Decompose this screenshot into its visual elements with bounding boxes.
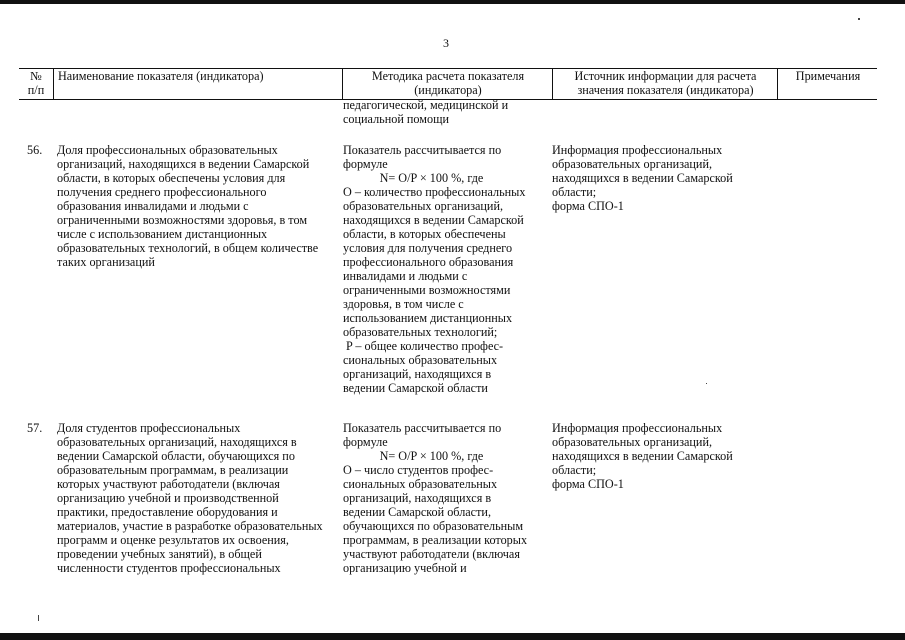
row-source-line: Информация профессиональных [552, 143, 723, 157]
row-source-line: Информация профессиональных [552, 421, 723, 435]
row-method-line: образовательных организаций, [343, 199, 504, 213]
row-name-line: Доля студентов профессиональных [57, 421, 241, 435]
row-method-line: ведении Самарской области, [343, 505, 491, 519]
row-method-line: формуле [343, 435, 388, 449]
header-name [53, 69, 343, 99]
row-source-line: области; [552, 463, 597, 477]
row-method-line: Показатель рассчитывается по [343, 421, 502, 435]
row-method-line: Показатель рассчитывается по [343, 143, 502, 157]
row-name-line: образовательных технологий, в общем количестве [57, 241, 319, 255]
row-name-line: организацию учебной и производственной [57, 491, 279, 505]
scan-speck [858, 18, 860, 20]
row-method-line: N= O/P × 100 %, где [343, 449, 484, 463]
row-name-line: ведении Самарской области, обучающихся по [57, 449, 295, 463]
row-method-line: P – общее количество профес- [343, 339, 504, 353]
row-method-line: организацию учебной и [343, 561, 467, 575]
header-method [342, 69, 553, 99]
continuation-line: педагогической, медицинской и [343, 98, 509, 112]
row-method-line: O – число студентов профес- [343, 463, 494, 477]
row-name-line: проведении учебных занятий), в общей [57, 547, 262, 561]
row-name-line: практики, предоставление оборудования и [57, 505, 278, 519]
row-source-line: находящихся в ведении Самарской [552, 171, 733, 185]
row-name-line: образования инвалидами и людьми с [57, 199, 249, 213]
header-method-line1: Методика расчета показателя [371, 69, 525, 83]
header-source [552, 69, 778, 99]
table-header [19, 68, 877, 100]
row-method-line: инвалидами и людьми с [343, 269, 468, 283]
header-method-line2: (индикатора) [414, 83, 482, 98]
header-number [19, 69, 53, 99]
row-method-line: сиональных образовательных [343, 477, 498, 491]
header-number-line2: п/п [27, 83, 45, 98]
row-number: 57. [27, 421, 43, 435]
header-notes [777, 69, 878, 99]
row-method-line: формуле [343, 157, 388, 171]
scan-border-top [0, 0, 905, 4]
row-method-line: здоровья, в том числе с [343, 297, 464, 311]
row-source-line: форма СПО-1 [552, 199, 624, 213]
row-method-line: ограниченными возможностями [343, 283, 511, 297]
row-method-line: профессионального образования [343, 255, 514, 269]
scan-speck [706, 383, 707, 384]
row-method-line: организаций, находящихся в [343, 367, 492, 381]
row-name-line: получения среднего профессионального [57, 185, 267, 199]
row-method-line: участвуют работодатели (включая [343, 547, 520, 561]
row-name-line: ограниченными возможностями здоровья, в том [57, 213, 308, 227]
row-name-line: программ и оценке результатов их освоения, [57, 533, 289, 547]
row-source-line: области; [552, 185, 597, 199]
row-name-line: материалов, участие в разработке образовательных [57, 519, 323, 533]
row-method-line: сиональных образовательных [343, 353, 498, 367]
header-notes-label: Примечания [795, 69, 861, 83]
row-name-line: Доля профессиональных образовательных [57, 143, 278, 157]
row-name-line: численности студентов профессиональных [57, 561, 281, 575]
row-method-line: находящихся в ведении Самарской [343, 213, 524, 227]
row-number: 56. [27, 143, 43, 157]
continuation-line: социальной помощи [343, 112, 449, 126]
row-method-line: организаций, находящихся в [343, 491, 492, 505]
scan-speck [38, 615, 39, 621]
row-source-line: форма СПО-1 [552, 477, 624, 491]
row-name-line: образовательных организаций, находящихся в [57, 435, 297, 449]
header-name-label: Наименование показателя (индикатора) [58, 69, 264, 83]
header-number-line1: № [30, 69, 42, 83]
scan-border-bottom [0, 633, 905, 640]
row-method-line: O – количество профессиональных [343, 185, 526, 199]
row-name-line: числе с использованием дистанционных [57, 227, 268, 241]
row-method-line: ведении Самарской области [343, 381, 488, 395]
header-source-line1: Источник информации для расчета [574, 69, 757, 83]
row-source-line: образовательных организаций, [552, 435, 713, 449]
row-name-line: образовательным программам, в реализации [57, 463, 289, 477]
row-method-line: N= O/P × 100 %, где [343, 171, 484, 185]
row-method-line: образовательных технологий; [343, 325, 498, 339]
row-source-line: находящихся в ведении Самарской [552, 449, 733, 463]
header-source-line2: значения показателя (индикатора) [577, 83, 754, 98]
row-name-line: которых участвуют работодатели (включая [57, 477, 280, 491]
row-method-line: использованием дистанционных [343, 311, 513, 325]
page-number: 3 [443, 36, 449, 50]
row-method-line: условия для получения среднего [343, 241, 513, 255]
row-method-line: области, в которых обеспечены [343, 227, 506, 241]
row-name-line: области, в которых обеспечены условия для [57, 171, 286, 185]
row-name-line: организаций, находящихся в ведении Самарской [57, 157, 310, 171]
row-name-line: таких организаций [57, 255, 155, 269]
row-source-line: образовательных организаций, [552, 157, 713, 171]
row-method-line: программам, в реализации которых [343, 533, 528, 547]
row-method-line: обучающихся по образовательным [343, 519, 524, 533]
